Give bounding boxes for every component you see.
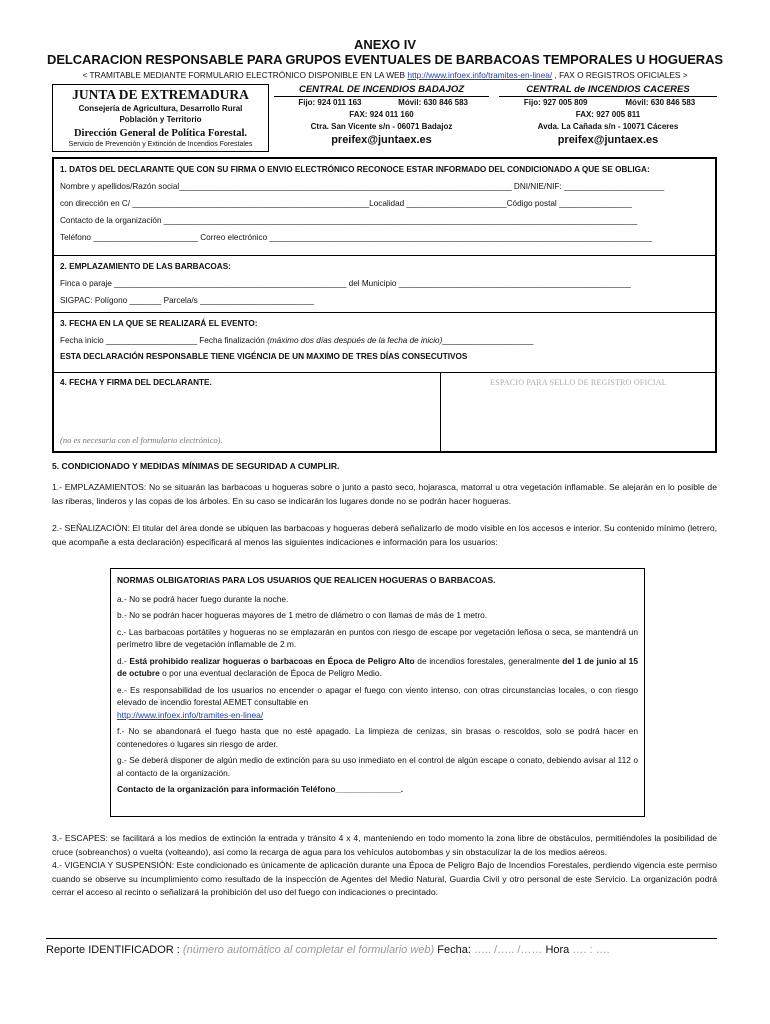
badajoz-title: CENTRAL DE INCENDIOS BADAJOZ	[274, 84, 489, 97]
subtitle-text-end: , FAX O REGISTROS OFICIALES >	[552, 70, 688, 80]
junta-servicio: Servicio de Prevención y Extinción de Incendios Forestales	[68, 141, 253, 148]
caceres-email: preifex@juntaex.es	[557, 134, 659, 146]
junta-box	[52, 84, 269, 152]
phone-email-field-line[interactable]: Teléfono _______________________ Correo electrónico ____________________________________________________________________________________	[60, 233, 652, 242]
rule-e-link[interactable]: http://www.infoex.info/tramites-en-linea/	[117, 709, 264, 720]
date-end-blank: ____________________	[442, 336, 534, 345]
section-4-title: 4. FECHA Y FIRMA DEL DECLARANTE.	[60, 378, 212, 387]
junta-line-2: Población y Territorio	[119, 115, 202, 124]
document-title: DELCARACION RESPONSABLE PARA GRUPOS EVENTUALES DE BARBACOAS TEMPORALES U HOGUERAS	[47, 52, 723, 67]
validity-paragraph: 4.- VIGENCIA Y SUSPENSIÓN: Este condicionado es únicamente de aplicación durante una Época de Peligro Bajo de Incendios Forestales, perdiendo vigencia este permiso cuando se observe su incumplimiento como resultado de la inspección de Agentes del Medio Natural, Guardia Civil y otro personal de este Servicio. La organización podrá cerrar el acceso al recinto o señalizará la prohibición del uso del fuego con indicaciones o precintado.	[52, 860, 717, 898]
subtitle-text: < TRAMITABLE MEDIANTE FORMULARIO ELECTRÓNICO DISPONIBLE EN LA WEB	[82, 70, 408, 80]
rules-title: NORMAS OLBIGATORIAS PARA LOS USUARIOS QUE REALICEN HOGUERAS O BARBACOAS.	[117, 575, 496, 585]
junta-line-1: Consejería de Agricultura, Desarrollo Rural	[78, 104, 243, 113]
report-date-label: Fecha:	[434, 944, 474, 956]
report-time-label: Hora	[542, 944, 573, 956]
rule-b: b.- No se podrán hacer hogueras mayores de 1 metro de dlámetro o con llamas de más de 1 metro.	[117, 610, 488, 620]
address-field-line[interactable]: con dirección en C/ ____________________________________________________Localidad ______________________Código postal ________________	[60, 199, 632, 208]
caceres-fax: FAX: 927 005 811	[575, 110, 641, 119]
caceres-address: Avda. La Cañada s/n - 10071 Cáceres	[537, 122, 679, 131]
sigpac-field-line[interactable]: SIGPAC: Polígono _______ Parcela/s _________________________	[60, 296, 314, 305]
caceres-title: CENTRAL de INCENDIOS CACERES	[499, 84, 717, 97]
rule-g: g.- Se deberá disponer de algún medio de extinción para su uso inmediato en el control de algún escape o conato, debiendo avisar al 112 o al contacto de la organización.	[117, 755, 638, 778]
badajoz-fax: FAX: 924 011 160	[349, 110, 414, 119]
rule-e	[117, 684, 638, 722]
report-id-label: Reporte IDENTIFICADOR :	[46, 944, 183, 956]
badajoz-address: Ctra. San Vicente s/n - 06071 Badajoz	[310, 122, 453, 131]
section-5-para-1: 1.- EMPLAZAMIENTOS: No se situarán las barbacoas u hogueras sobre o junto a pasto seco, hojarasca, matorral u otra vegetación inflamable. Se alejarán en lo posible de las riberas, linderos y las copas de los árboles. En su caso se indicarán los lugares donde no se podrán hacer hogueras.	[52, 482, 717, 506]
section-3-dates	[54, 313, 715, 373]
date-start-label: Fecha inicio ____________________ Fecha finalización	[60, 336, 268, 345]
rule-d-suffix: o por una eventual declaración de Época de Peligro Medio.	[159, 668, 382, 678]
rule-f: f.- No se abandonará el fuego hasta que no esté apagado. La limpieza de cenizas, sin brasas o rescoldos, solo se podrá hacer en contenedores o lugares sin riesgo de arder.	[117, 726, 638, 749]
report-footer	[46, 938, 717, 956]
report-id-placeholder: (número automático al completar el formulario web)	[182, 944, 435, 956]
central-caceres	[499, 84, 717, 152]
badajoz-email: preifex@juntaex.es	[331, 134, 432, 146]
rule-d-mid: de incendios forestales, generalmente	[414, 655, 563, 666]
section-1-declarant	[54, 159, 715, 256]
finca-field-line[interactable]: Finca o paraje ___________________________________________________ del Municipio ___________________________________________________	[60, 279, 631, 288]
infoex-link[interactable]: http://www.infoex.info/tramites-en-linea/	[407, 70, 553, 80]
badajoz-movil: Móvil: 630 846 583	[398, 98, 468, 107]
declaration-form	[52, 157, 717, 453]
section-1-title: 1. DATOS DEL DECLARANTE QUE CON SU FIRMA O ENVIO ELECTRÓNICO RECONOCE ESTAR INFORMADO DEL CONDICIONADO A QUE SE OBLIGA:	[60, 165, 650, 174]
rule-d-dates: del 1 de junio al 15 de octubre	[117, 655, 638, 678]
rule-e-text: e.- Es responsabilidad de los usuarios no encender o apagar el fuego con viento intenso, con otras circunstancias locales, o con riesgo elevado de incendio forestal AEMET consultable en	[117, 684, 638, 707]
report-date-value[interactable]: ….. /….. /……	[473, 944, 543, 956]
central-badajoz	[274, 84, 489, 152]
registry-stamp-area	[440, 373, 716, 451]
section-5-title: 5. CONDICIONADO Y MEDIDAS MÍNIMAS DE SEGURIDAD A CUMPLIR.	[52, 461, 340, 471]
stamp-label: ESPACIO PARA SELLO DE REGISTRO OFICIAL	[490, 378, 667, 387]
badajoz-fijo: Fijo: 924 011 163	[298, 98, 362, 107]
signature-note: (no es necesaria con el formulario electrónico).	[60, 435, 223, 445]
rule-a: a.- No se podrá hacer fuego durante la noche.	[117, 593, 289, 604]
escapes-paragraph: 3.- ESCAPES: se facilitará a los medios de extinción la entrada y tránsito 4 x 4, manteniendo en todo momento la zona libre de obstáculos, permitiéndoles la posibilidad de cruce (sobreanchos) o vuelta (volteando), así como la recarga de agua para los vehículos autobombas y sin obstaculizar la de los medios aéreos.	[52, 833, 717, 857]
section-2-location	[54, 256, 715, 313]
rules-contact-line[interactable]: Contacto de la organización para información Teléfono______________.	[117, 784, 404, 794]
document-subtitle	[0, 70, 770, 80]
org-contact-field-line[interactable]: Contacto de la organización ________________________________________________________________________________________________________	[60, 216, 638, 225]
rule-d	[117, 655, 638, 680]
report-time-value[interactable]: …. : ….	[572, 944, 610, 956]
date-end-hint: (máximo dos días después de la fecha de inicio)	[267, 336, 443, 345]
rule-c: c.- Las barbacoas portátiles y hogueras no se emplazarán en puntos con riesgo de escape por vegetación leñosa o seca, se mantendrá un perímetro libre de vegetación inflamable de 2 m.	[117, 626, 638, 649]
section-3-title: 3. FECHA EN LA QUE SE REALIZARÁ EL EVENTO:	[60, 319, 258, 328]
annex-title: ANEXO IV	[353, 37, 417, 52]
rule-d-bold: Está prohibido realizar hogueras o barbacoas en Época de Peligro Alto	[129, 655, 415, 666]
section-4-signature	[54, 373, 715, 451]
contact-header	[52, 84, 717, 152]
name-field-line[interactable]: Nombre y apellidos/Razón social_________________________________________________________________________ DNI/NIE/NIF: ______________________	[60, 182, 665, 191]
rule-d-prefix: d.-	[117, 655, 130, 666]
section-2-title: 2. EMPLAZAMIENTO DE LAS BARBACOAS:	[60, 262, 231, 271]
junta-direccion: Dirección General de Política Forestal.	[73, 128, 248, 139]
tail-paragraphs	[52, 832, 717, 900]
caceres-fijo: Fijo: 927 005 809	[523, 98, 588, 107]
validity-notice: ESTA DECLARACIÓN RESPONSABLE TIENE VIGÉNCIA DE UN MAXIMO DE TRES DÍAS CONSECUTIVOS	[60, 352, 468, 361]
section-5-para-2: 2.- SEÑALIZACIÓN: El titular del área donde se ubiquen las barbacoas y hogueras deberá señalizarlo de modo visible en los accesos e interior. Su contenido mínimo (letrero, que acompañe a esta declaración) especificará al menos las siguientes indicaciones e información para los usuarios:	[52, 523, 717, 547]
mandatory-rules-box	[110, 568, 645, 817]
dates-field-line[interactable]	[60, 336, 709, 345]
junta-title: JUNTA DE EXTREMADURA	[72, 87, 249, 102]
caceres-movil: Móvil: 630 846 583	[625, 98, 696, 107]
